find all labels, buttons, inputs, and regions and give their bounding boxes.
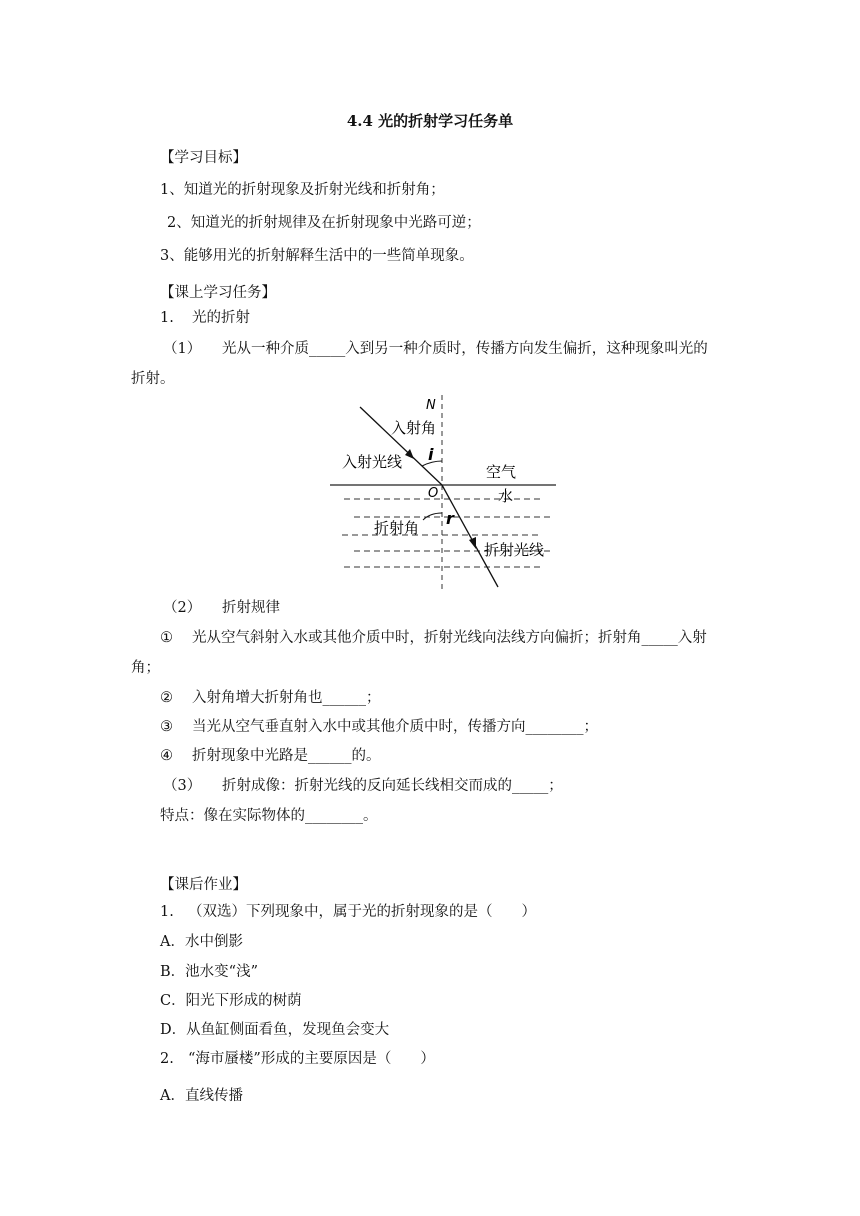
goal-item: 2、知道光的折射规律及在折射现象中光路可逆； (167, 215, 481, 231)
subsection-title: 光的折射 (192, 310, 250, 326)
incident-ray-label: 入射光线 (342, 453, 403, 471)
i-label: i (428, 445, 434, 464)
page-title: 4.4 光的折射学习任务单 (346, 112, 514, 130)
item-number: （2） (163, 600, 202, 616)
subsection-title: 折射规律 (222, 600, 280, 616)
rule-text: 光从空气斜射入水或其他介质中时，折射光线向法线方向偏折；折射角_____入射 (192, 630, 707, 646)
goal-item: 1、知道光的折射现象及折射光线和折射角； (160, 182, 445, 198)
refraction-diagram (330, 393, 560, 593)
section-header-task: 【课上学习任务】 (160, 285, 276, 301)
refracted-arrow (469, 537, 476, 549)
rule-number: ② (160, 690, 173, 706)
question-text: “海市蜃楼”形成的主要原因是（ ） (188, 1051, 435, 1067)
paragraph-text: 折射。 (131, 371, 175, 387)
refracted-angle-label: 折射角 (374, 519, 420, 537)
question-text: （双选）下列现象中，属于光的折射现象的是（ ） (188, 904, 536, 920)
question-option: A．直线传播 (160, 1088, 243, 1104)
rule-number: ④ (160, 748, 173, 764)
rule-number: ① (160, 630, 173, 646)
paragraph-text: 折射成像：折射光线的反向延长线相交而成的_____； (222, 778, 563, 794)
question-option: D．从鱼缸侧面看鱼，发现鱼会变大 (160, 1022, 390, 1038)
rule-text: 角； (131, 660, 160, 676)
rule-text: 折射现象中光路是______的。 (192, 748, 381, 764)
rule-number: ③ (160, 719, 173, 735)
refracted-ray (442, 485, 498, 587)
origin-label: O (428, 486, 439, 501)
rule-text: 当光从空气垂直射入水中或其他介质中时，传播方向________； (192, 719, 598, 735)
section-header-homework: 【课后作业】 (160, 877, 247, 893)
incident-angle-label: 入射角 (391, 419, 437, 437)
question-number: 1. (160, 904, 174, 920)
normal-label: N (426, 398, 436, 413)
item-number: （3） (163, 778, 202, 794)
question-option: C．阳光下形成的树荫 (160, 993, 302, 1009)
item-number: （1） (163, 341, 202, 357)
paragraph-text: 特点：像在实际物体的________。 (160, 808, 378, 824)
water-label: 水 (498, 487, 514, 505)
subsection-number: 1. (160, 310, 174, 326)
section-header-goals: 【学习目标】 (160, 150, 247, 166)
paragraph-text: 光从一种介质_____入到另一种介质时，传播方向发生偏折，这种现象叫光的 (222, 341, 708, 357)
goal-item: 3、能够用光的折射解释生活中的一些简单现象。 (160, 248, 474, 264)
question-number: 2. (160, 1051, 174, 1067)
refracted-ray-label: 折射光线 (484, 541, 545, 559)
question-option: B．池水变“浅” (160, 964, 258, 980)
air-label: 空气 (486, 463, 517, 481)
r-label: r (446, 509, 454, 528)
rule-text: 入射角增大折射角也______； (192, 690, 381, 706)
question-option: A．水中倒影 (160, 934, 243, 950)
